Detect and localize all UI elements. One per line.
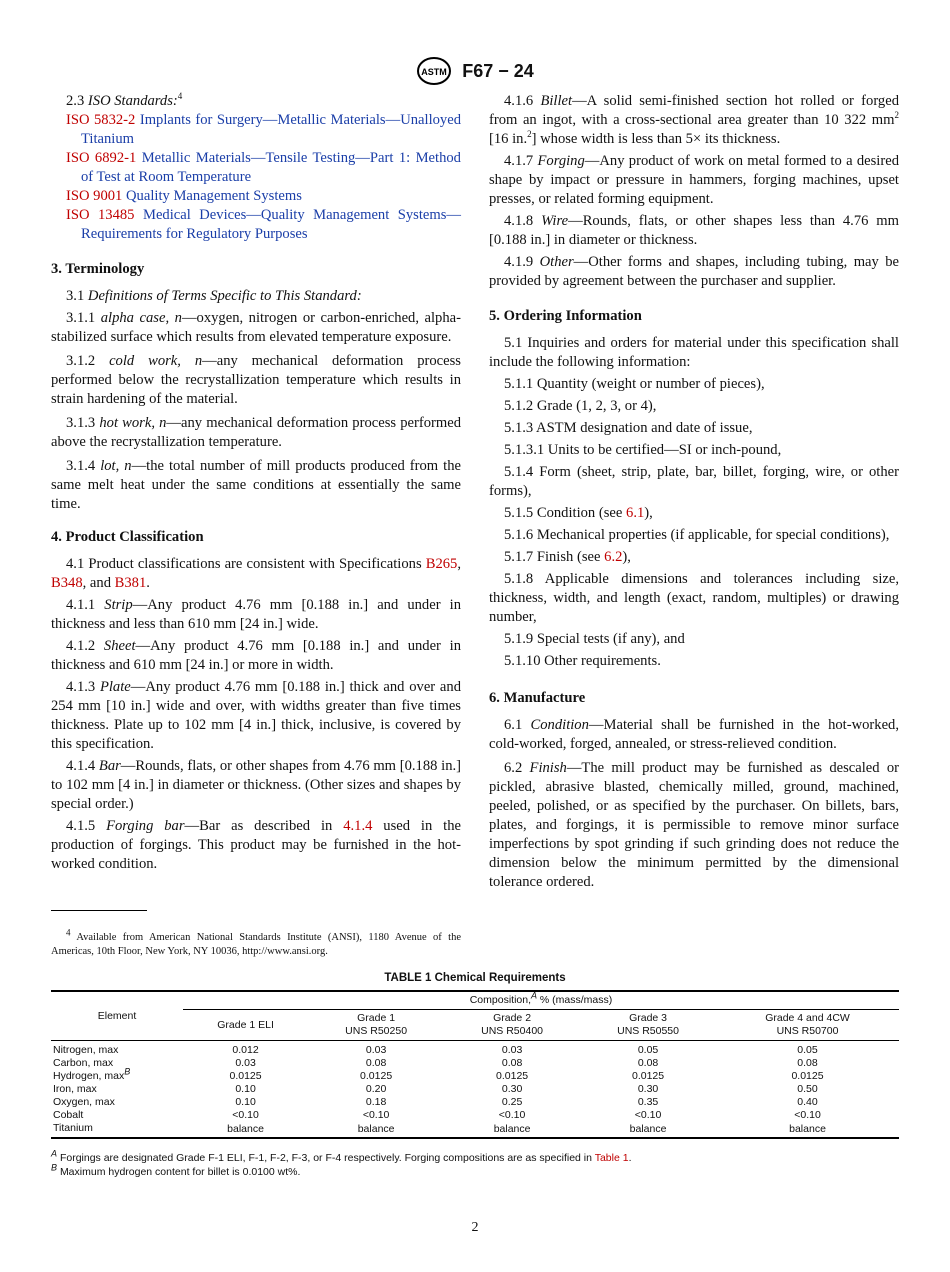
iso-reference[interactable]: ISO 5832-2 Implants for Surgery—Metallic Materials—Unalloyed Titanium bbox=[66, 112, 461, 147]
list-item: 5.1.9 Special tests (if any), and bbox=[504, 631, 685, 647]
section-heading: 3. Terminology bbox=[51, 261, 145, 277]
table-note-b: $^B$ Maximum hydrogen content for billet is 0.0100 wt%. bbox=[51, 1162, 301, 1178]
svg-text:ASTM: ASTM bbox=[421, 67, 447, 77]
iso-reference[interactable]: ISO 9001 Quality Management Systems bbox=[66, 188, 302, 204]
list-item: 5.1.5 Condition (see 6.1), bbox=[504, 505, 653, 521]
section-heading: 5. Ordering Information bbox=[489, 308, 642, 324]
list-item: 5.1.2 Grade (1, 2, 3, or 4), bbox=[504, 398, 657, 414]
list-item: 5.1.10 Other requirements. bbox=[504, 653, 661, 669]
table-title: TABLE 1 Chemical Requirements bbox=[384, 972, 566, 984]
table-row: Nitrogen, max 0.012 0.03 0.03 0.05 0.05 bbox=[53, 1044, 818, 1056]
paragraph: 3.1.2 cold work, n—any mechanical deformation process performed below the recrystallization temperature which results in strain hardening of the material. bbox=[51, 353, 461, 407]
designation: F67 − 24 bbox=[462, 60, 534, 81]
paragraph: 4.1.8 Wire—Rounds, flats, or other shapes less than 4.76 mm [0.188 in.] in diameter or thickness. bbox=[489, 213, 899, 248]
grade-header: Grade 3 UNS R50550 bbox=[580, 1010, 716, 1041]
table-link[interactable]: Table 1 bbox=[594, 1152, 629, 1164]
list-item: 5.1.3 ASTM designation and date of issue, bbox=[504, 420, 753, 436]
chemical-requirements-table bbox=[51, 990, 899, 1139]
paragraph: 5.1 Inquiries and orders for material under this specification shall include the following information: bbox=[489, 335, 899, 370]
list-item: 5.1.1 Quantity (weight or number of pieces), bbox=[504, 376, 765, 392]
page-header bbox=[0, 56, 950, 86]
list-item: 5.1.6 Mechanical properties (if applicable, for special conditions), bbox=[504, 527, 890, 543]
table-row: Titanium balance balance balance balance balance bbox=[51, 1122, 899, 1138]
right-column bbox=[489, 92, 899, 895]
footnote-marker[interactable]: B bbox=[124, 1066, 131, 1077]
table-row: Oxygen, max 0.10 0.18 0.25 0.35 0.40 bbox=[53, 1096, 818, 1108]
paragraph: 3.1.4 lot, n—the total number of mill products produced from the same melt heat under the same conditions at essentially the same time. bbox=[51, 458, 461, 512]
paragraph: 4.1.5 Forging bar—Bar as described in 4.1.4 used in the production of forgings. This product may be furnished in the hot-worked condition. bbox=[51, 818, 461, 872]
list-item: 5.1.4 Form (sheet, strip, plate, bar, billet, forging, wire, or other forms), bbox=[489, 464, 899, 499]
spec-link[interactable]: B348 bbox=[51, 575, 83, 591]
list-item: 5.1.8 Applicable dimensions and tolerances including size, thickness, width, and length (exact, random, multiples) or drawing number, bbox=[489, 571, 899, 625]
paragraph: 4.1.6 Billet—A solid semi-finished section hot rolled or forged from an ingot, with a cross-sectional area greater than 10 322 $mm^2$ [16 in.$^2$] whose width is less than 5× its thickness. bbox=[489, 93, 899, 147]
footnote-rule bbox=[51, 910, 147, 911]
section-link[interactable]: 6.1 bbox=[626, 505, 645, 521]
grade-header: Grade 1 ELI bbox=[183, 1010, 308, 1041]
table-row: Iron, max 0.10 0.20 0.30 0.30 0.50 bbox=[53, 1083, 818, 1095]
section-heading: 6. Manufacture bbox=[489, 690, 586, 706]
astm-logo-icon bbox=[416, 56, 452, 86]
paragraph: 3.1.3 hot work, n—any mechanical deformation process performed above the recrystallization temperature. bbox=[51, 415, 461, 450]
table-note-a: $^A$ Forgings are designated Grade F-1 ELI, F-1, F-2, F-3, or F-4 respectively. Forging compositions are as specified in Table 1. bbox=[51, 1148, 632, 1164]
section-heading: 4. Product Classification bbox=[51, 529, 204, 545]
table-row: Cobalt <0.10 <0.10 <0.10 <0.10 <0.10 bbox=[53, 1109, 821, 1121]
paragraph: 4.1.4 Bar—Rounds, flats, or other shapes from 4.76 mm [0.188 in.] to 102 mm [4 in.] in diameter or thickness. (Other sizes and shapes by special order.) bbox=[51, 758, 461, 812]
paragraph: 4.1.2 Sheet—Any product 4.76 mm [0.188 in.] and under in thickness and 610 mm [24 in.] or more in width. bbox=[51, 638, 461, 673]
composition-header: Composition,$^A$ % (mass/mass) bbox=[183, 991, 899, 1010]
spec-link[interactable]: B381 bbox=[114, 575, 147, 591]
section-link[interactable]: 4.1.4 bbox=[343, 818, 373, 834]
paragraph: 4.1.1 Strip—Any product 4.76 mm [0.188 in.] and under in thickness and less than 610 mm [24 in.] wide. bbox=[51, 597, 461, 632]
paragraph: 6.1 Condition—Material shall be furnished in the hot-worked, cold-worked, forged, annealed, or stress-relieved condition. bbox=[489, 717, 899, 752]
iso-reference[interactable]: ISO 6892-1 Metallic Materials—Tensile Testing—Part 1: Method of Test at Room Temperature bbox=[66, 150, 461, 185]
paragraph: 3.1 Definitions of Terms Specific to This Standard: bbox=[66, 288, 362, 304]
page-number: 2 bbox=[471, 1220, 479, 1235]
list-item: 5.1.7 Finish (see 6.2), bbox=[504, 549, 631, 565]
list-item: 5.1.3.1 Units to be certified—SI or inch-pound, bbox=[504, 442, 782, 458]
paragraph: 4.1.9 Other—Other forms and shapes, including tubing, may be provided by agreement between the purchaser and supplier. bbox=[489, 254, 899, 289]
paragraph: 3.1.1 alpha case, n—oxygen, nitrogen or carbon-enriched, alpha-stabilized surface which results from elevated temperature exposure. bbox=[51, 310, 461, 345]
footnote: $^4$ Available from American National Standards Institute (ANSI), 1180 Avenue of the Americas, 10th Floor, New York, NY 10036, http://www.ansi.org. bbox=[51, 927, 462, 957]
paragraph: 6.2 Finish—The mill product may be furnished as descaled or pickled, abrasive blasted, chemically milled, ground, machined, peeled, polished, or as specified by the purchaser. On billets, bars, plates, and forgings, it is permissible to remove minor surface imperfections by spot grinding if such grinding does not reduce the dimension below the minimum permitted by the dimensional tolerance ordered. bbox=[489, 760, 899, 890]
section-2-3: 2.3 ISO Standards:$^4$ bbox=[66, 91, 183, 109]
grade-header: Grade 4 and 4CW UNS R50700 bbox=[716, 1010, 899, 1041]
paragraph: 4.1.7 Forging—Any product of work on metal formed to a desired shape by impact or pressure in hammers, forging machines, upset presses, or related forming equipment. bbox=[489, 153, 899, 207]
section-link[interactable]: 6.2 bbox=[604, 549, 623, 565]
paragraph: 4.1 Product classifications are consistent with Specifications B265, B348, and B381. bbox=[51, 556, 462, 591]
table-row: Hydrogen, $\max^B$ 0.0125 0.0125 0.0125 0.0125 0.0125 bbox=[53, 1066, 824, 1082]
left-column bbox=[51, 92, 461, 877]
spec-link[interactable]: B265 bbox=[425, 556, 458, 572]
grade-header: Grade 1 UNS R50250 bbox=[308, 1010, 444, 1041]
iso-reference-list bbox=[51, 111, 461, 244]
table-row: Carbon, max 0.03 0.08 0.08 0.08 0.08 bbox=[53, 1057, 818, 1069]
iso-reference[interactable]: ISO 13485 Medical Devices—Quality Management Systems—Requirements for Regulatory Purposes bbox=[66, 207, 462, 242]
grade-header: Grade 2 UNS R50400 bbox=[444, 1010, 580, 1041]
paragraph: 4.1.3 Plate—Any product 4.76 mm [0.188 in.] thick and over and 254 mm [10 in.] wide and over, with widths greater than five times thickness. Plate up to 102 mm [4 in.] thick, inclusive, is covered by this specification. bbox=[51, 679, 461, 752]
element-column-header: Element bbox=[51, 991, 183, 1041]
